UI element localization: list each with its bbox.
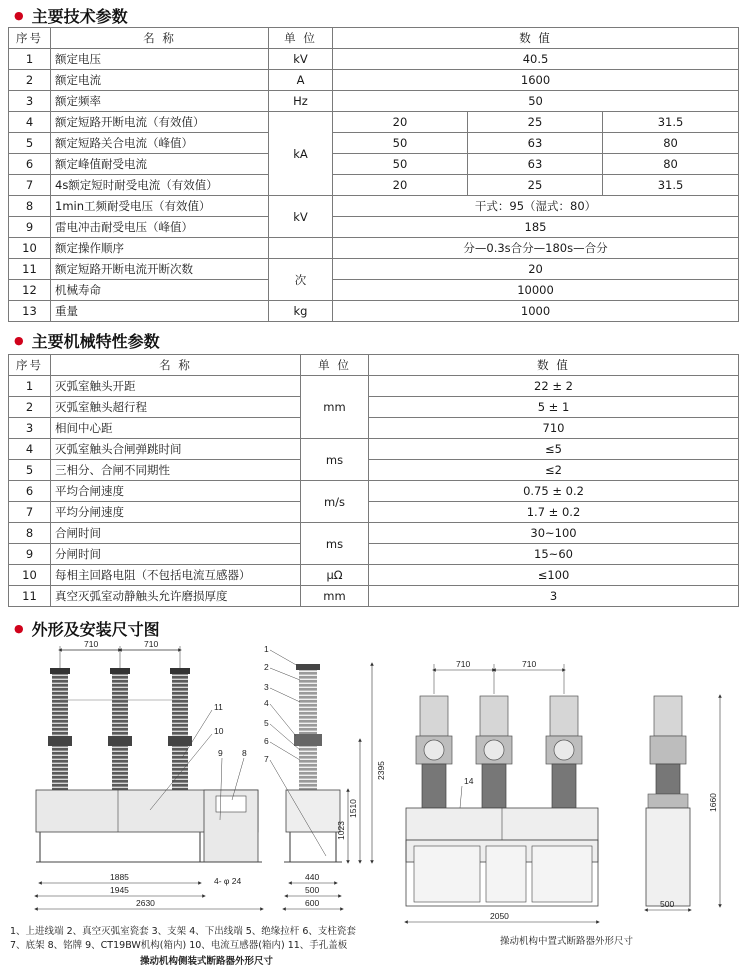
callout-8: 8 bbox=[242, 748, 247, 758]
callout-10: 10 bbox=[214, 726, 224, 736]
tech-section-title bbox=[14, 4, 128, 26]
row-value: 50 bbox=[333, 91, 739, 112]
row-no: 9 bbox=[9, 217, 51, 238]
right-pole-2 bbox=[476, 696, 512, 808]
row-name: 重量 bbox=[51, 301, 269, 322]
bullet-icon: ● bbox=[14, 333, 24, 347]
row-value: 5 ± 1 bbox=[369, 397, 739, 418]
row-unit: kV bbox=[269, 49, 333, 70]
row-unit: kg bbox=[269, 301, 333, 322]
mech-section-title bbox=[14, 329, 160, 351]
row-name: 1min工频耐受电压（有效值） bbox=[51, 196, 269, 217]
dim-1660: 1660 bbox=[708, 793, 718, 812]
row-name: 三相分、合闸不同期性 bbox=[51, 460, 301, 481]
dim-1945: 1945 bbox=[110, 885, 129, 895]
row-unit: m/s bbox=[301, 481, 369, 523]
row-name: 额定电流 bbox=[51, 70, 269, 91]
table-row bbox=[9, 502, 739, 523]
row-value: 分—0.3s合分—180s—合分 bbox=[333, 238, 739, 259]
table-row bbox=[9, 49, 739, 70]
row-value: 185 bbox=[333, 217, 739, 238]
header-unit: 单 位 bbox=[269, 28, 333, 49]
row-unit: ms bbox=[301, 523, 369, 565]
dim-440: 440 bbox=[305, 872, 320, 882]
tech-param-table bbox=[8, 27, 739, 322]
caption-center-mounted: 操动机构中置式断路器外形尺寸 bbox=[500, 936, 634, 947]
row-name: 额定短路开断电流开断次数 bbox=[51, 259, 269, 280]
row-no: 11 bbox=[9, 259, 51, 280]
dim-500: 500 bbox=[305, 885, 320, 895]
row-name: 额定短路关合电流（峰值） bbox=[51, 133, 269, 154]
row-no: 13 bbox=[9, 301, 51, 322]
table-row bbox=[9, 91, 739, 112]
table-row bbox=[9, 460, 739, 481]
row-name: 灭弧室触头超行程 bbox=[51, 397, 301, 418]
callout-3: 3 bbox=[264, 682, 269, 692]
row-value: 710 bbox=[369, 418, 739, 439]
row-name: 额定峰值耐受电流 bbox=[51, 154, 269, 175]
row-value: 1.7 ± 0.2 bbox=[369, 502, 739, 523]
header-name: 名 称 bbox=[51, 355, 301, 376]
center-mounted-side-view bbox=[646, 696, 720, 910]
row-no: 9 bbox=[9, 544, 51, 565]
row-unit: ms bbox=[301, 439, 369, 481]
row-name: 每相主回路电阻（不包括电流互感器） bbox=[51, 565, 301, 586]
pole-3 bbox=[168, 668, 192, 790]
table-header-row bbox=[9, 28, 739, 49]
bullet-icon: ● bbox=[14, 8, 24, 22]
row-value: ≤100 bbox=[369, 565, 739, 586]
row-value: 15~60 bbox=[369, 544, 739, 565]
row-no: 2 bbox=[9, 70, 51, 91]
row-unit: Hz bbox=[269, 91, 333, 112]
row-value: 30~100 bbox=[369, 523, 739, 544]
row-no: 1 bbox=[9, 49, 51, 70]
table-row bbox=[9, 544, 739, 565]
row-unit: μΩ bbox=[301, 565, 369, 586]
table-row bbox=[9, 439, 739, 460]
table-row bbox=[9, 397, 739, 418]
row-name: 分闸时间 bbox=[51, 544, 301, 565]
row-value: ≤5 bbox=[369, 439, 739, 460]
row-no: 3 bbox=[9, 91, 51, 112]
row-no: 10 bbox=[9, 238, 51, 259]
dim-2050: 2050 bbox=[490, 911, 509, 921]
row-name: 额定频率 bbox=[51, 91, 269, 112]
table-row bbox=[9, 70, 739, 91]
legend-line-2: 7、底架 8、铭牌 9、CT19BW机构(箱内) 10、电流互感器(箱内) 11、手孔盖板 bbox=[10, 940, 348, 951]
row-value-3: 31.5 bbox=[603, 112, 739, 133]
row-value: 1600 bbox=[333, 70, 739, 91]
row-value: 20 bbox=[333, 259, 739, 280]
callout-6: 6 bbox=[264, 736, 269, 746]
callout-1: 1 bbox=[264, 644, 269, 654]
row-value: 0.75 ± 0.2 bbox=[369, 481, 739, 502]
row-value-1: 50 bbox=[333, 133, 468, 154]
table-row bbox=[9, 280, 739, 301]
dim-1023: 1023 bbox=[336, 821, 346, 840]
row-unit: A bbox=[269, 70, 333, 91]
row-name: 4s额定短时耐受电流（有效值） bbox=[51, 175, 269, 196]
pole-2 bbox=[108, 668, 132, 790]
table-row bbox=[9, 565, 739, 586]
dim-710-right-a: 710 bbox=[456, 659, 471, 669]
front-view-drawing bbox=[36, 640, 262, 909]
table-row bbox=[9, 259, 739, 280]
row-name: 平均分闸速度 bbox=[51, 502, 301, 523]
row-no: 4 bbox=[9, 112, 51, 133]
right-pole-3 bbox=[546, 696, 582, 808]
center-mounted-front-view bbox=[406, 659, 598, 922]
row-no: 7 bbox=[9, 502, 51, 523]
dim-holes: 4- φ 24 bbox=[214, 876, 242, 886]
row-value-2: 63 bbox=[468, 133, 603, 154]
row-value: ≤2 bbox=[369, 460, 739, 481]
row-no: 3 bbox=[9, 418, 51, 439]
row-unit: mm bbox=[301, 376, 369, 439]
row-no: 7 bbox=[9, 175, 51, 196]
row-value: 22 ± 2 bbox=[369, 376, 739, 397]
side-view-drawing bbox=[264, 644, 386, 909]
row-value: 1000 bbox=[333, 301, 739, 322]
row-no: 6 bbox=[9, 154, 51, 175]
dim-600: 600 bbox=[305, 898, 320, 908]
tech-section-title-text: 主要技术参数 bbox=[31, 6, 128, 26]
callout-9: 9 bbox=[218, 748, 223, 758]
dim-1510: 1510 bbox=[348, 799, 358, 818]
row-value-2: 25 bbox=[468, 175, 603, 196]
row-no: 8 bbox=[9, 523, 51, 544]
table-row bbox=[9, 196, 739, 217]
table-row bbox=[9, 523, 739, 544]
row-name: 真空灭弧室动静触头允许磨损厚度 bbox=[51, 586, 301, 607]
row-value-1: 50 bbox=[333, 154, 468, 175]
drawing-section-title-text: 外形及安装尺寸图 bbox=[31, 619, 160, 639]
table-row bbox=[9, 112, 739, 133]
row-no: 4 bbox=[9, 439, 51, 460]
row-no: 12 bbox=[9, 280, 51, 301]
header-value: 数 值 bbox=[369, 355, 739, 376]
callout-2: 2 bbox=[264, 662, 269, 672]
table-row bbox=[9, 376, 739, 397]
row-unit: 次 bbox=[269, 259, 333, 301]
row-unit bbox=[269, 238, 333, 259]
row-name: 机械寿命 bbox=[51, 280, 269, 301]
mech-param-table bbox=[8, 354, 739, 607]
dimension-drawings bbox=[0, 640, 745, 971]
bullet-icon: ● bbox=[14, 621, 24, 635]
row-no: 6 bbox=[9, 481, 51, 502]
header-unit: 单 位 bbox=[301, 355, 369, 376]
row-name: 灭弧室触头合闸弹跳时间 bbox=[51, 439, 301, 460]
caption-side-mounted: 操动机构侧装式断路器外形尺寸 bbox=[140, 956, 274, 967]
callout-14: 14 bbox=[464, 776, 474, 786]
table-row bbox=[9, 481, 739, 502]
row-no: 10 bbox=[9, 565, 51, 586]
row-value: 10000 bbox=[333, 280, 739, 301]
table-row bbox=[9, 217, 739, 238]
row-value-2: 63 bbox=[468, 154, 603, 175]
row-unit: mm bbox=[301, 586, 369, 607]
callout-11: 11 bbox=[214, 702, 223, 712]
mech-section-title-text: 主要机械特性参数 bbox=[31, 331, 160, 351]
row-value: 3 bbox=[369, 586, 739, 607]
row-name: 灭弧室触头开距 bbox=[51, 376, 301, 397]
row-value-3: 80 bbox=[603, 133, 739, 154]
pole-1 bbox=[48, 668, 72, 790]
callout-7: 7 bbox=[264, 754, 269, 764]
row-value: 干式：95（湿式：80） bbox=[333, 196, 739, 217]
row-value-3: 80 bbox=[603, 154, 739, 175]
row-unit: kV bbox=[269, 196, 333, 238]
table-row bbox=[9, 133, 739, 154]
table-row bbox=[9, 586, 739, 607]
table-header-row bbox=[9, 355, 739, 376]
dim-500-right: 500 bbox=[660, 899, 675, 909]
table-row bbox=[9, 418, 739, 439]
callout-5: 5 bbox=[264, 718, 269, 728]
right-pole-1 bbox=[416, 696, 452, 808]
row-no: 11 bbox=[9, 586, 51, 607]
callout-4: 4 bbox=[264, 698, 269, 708]
dim-1885: 1885 bbox=[110, 872, 129, 882]
row-value: 40.5 bbox=[333, 49, 739, 70]
row-no: 1 bbox=[9, 376, 51, 397]
row-name: 额定短路开断电流（有效值） bbox=[51, 112, 269, 133]
header-name: 名 称 bbox=[51, 28, 269, 49]
row-no: 5 bbox=[9, 460, 51, 481]
row-name: 平均合闸速度 bbox=[51, 481, 301, 502]
row-value-2: 25 bbox=[468, 112, 603, 133]
dim-2630: 2630 bbox=[136, 898, 155, 908]
row-no: 2 bbox=[9, 397, 51, 418]
table-row bbox=[9, 154, 739, 175]
legend-line-1: 1、上进线端 2、真空灭弧室瓷套 3、支架 4、下出线端 5、绝缘拉杆 6、支柱瓷套 bbox=[10, 926, 356, 937]
row-value-3: 31.5 bbox=[603, 175, 739, 196]
table-row bbox=[9, 175, 739, 196]
dim-2395: 2395 bbox=[376, 761, 386, 780]
table-row bbox=[9, 301, 739, 322]
row-name: 额定电压 bbox=[51, 49, 269, 70]
row-value-1: 20 bbox=[333, 175, 468, 196]
row-name: 雷电冲击耐受电压（峰值） bbox=[51, 217, 269, 238]
drawing-section-title bbox=[14, 617, 160, 639]
dim-710-a: 710 bbox=[84, 640, 99, 649]
row-name: 相间中心距 bbox=[51, 418, 301, 439]
row-unit: kA bbox=[269, 112, 333, 196]
header-value: 数 值 bbox=[333, 28, 739, 49]
row-value-1: 20 bbox=[333, 112, 468, 133]
row-name: 合闸时间 bbox=[51, 523, 301, 544]
header-no: 序号 bbox=[9, 355, 51, 376]
header-no: 序号 bbox=[9, 28, 51, 49]
dim-710-right-b: 710 bbox=[522, 659, 537, 669]
dim-710-b: 710 bbox=[144, 640, 159, 649]
row-no: 8 bbox=[9, 196, 51, 217]
table-row bbox=[9, 238, 739, 259]
row-no: 5 bbox=[9, 133, 51, 154]
row-name: 额定操作顺序 bbox=[51, 238, 269, 259]
